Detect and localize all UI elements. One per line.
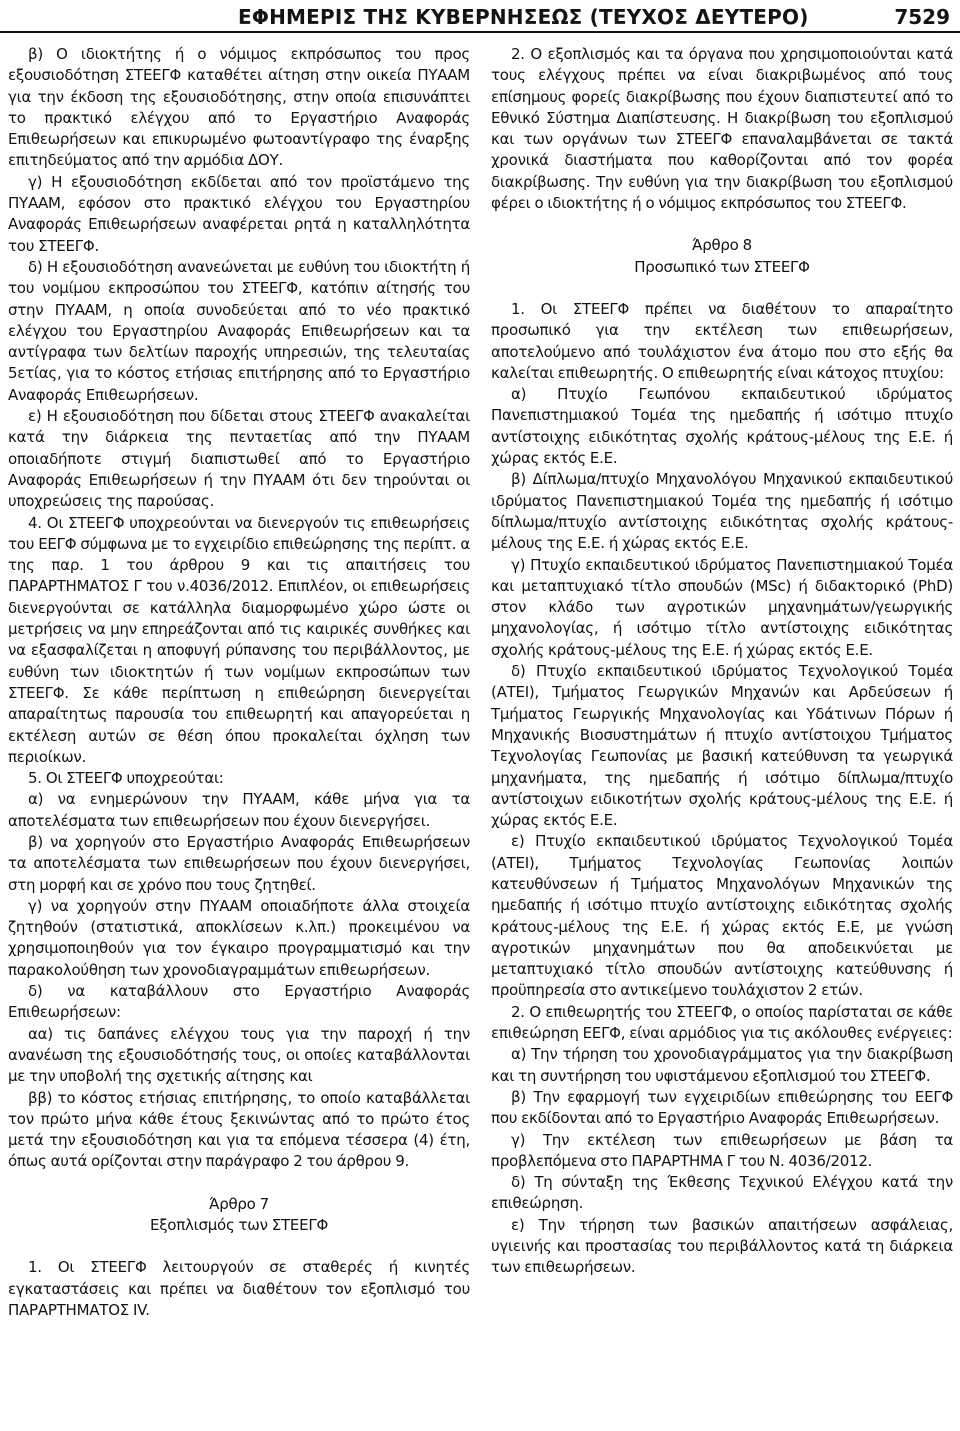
article-8-item-d: δ) Πτυχίο εκπαιδευτικού ιδρύματος Τεχνολογικού Τομέα (ΑΤΕΙ), Τμήματος Γεωργικών Μηχανών και Αρδεύσεων ή Τμήματος Γεωργικής Μηχανολογίας και Υδάτινων Πόρων ή Μηχανικής Βιοσυστημάτων ή πτυχίο αντίστοιχου Τμήματος Τεχνολογίας Γεωπονίας με βασική κατεύθυνση τα γεωργικά μηχανήματα, της ημεδαπής ή ισότιμο δίπλωμα/πτυχίο αντίστοιχων ειδικοτήτων σχολής κράτους-μέλους της Ε.Ε. ή χώρας εκτός Ε.Ε. [491, 662, 953, 830]
article-8-paragraph-1: 1. Οι ΣΤΕΕΓΦ πρέπει να διαθέτουν το απαραίτητο προσωπικό για την εκτέλεση των επιθεωρήσεων, αποτελούμενο από τουλάχιστον ένα άτομο που στο εξής θα καλείται επιθεωρητής. Ο επιθεωρητής είναι κάτοχος πτυχίου: [491, 299, 953, 382]
paragraph-b: β) Ο ιδιοκτήτης ή ο νόμιμος εκπρόσωπος του προς εξουσιοδότηση ΣΤΕΕΓΦ καταθέτει αίτηση στην οικεία ΠΥΑΑΜ για την έκδοση της εξουσιοδότησης, στην οποία επισυνάπτει το πρακτικό ελέγχου από το Εργαστήριο Αναφοράς Επιθεωρήσεων και επικυρωμένο φωτοαντίγραφο της έναρξης επιτηδεύματος από την αρμόδια ΔΟΥ. [8, 45, 470, 170]
article-7-heading: Άρθρο 7 [209, 1194, 269, 1213]
article-8-duty-d: δ) Τη σύνταξη της Έκθεσης Τεχνικού Ελέγχου κατά την επιθεώρηση. [491, 1173, 953, 1213]
article-8-item-e: ε) Πτυχίο εκπαιδευτικού ιδρύματος Τεχνολογικού Τομέα (ΑΤΕΙ), Τμήματος Τεχνολογίας Γεωπονίας λοιπών κατευθύνσεων ή Τμήματος Μηχανολόγων Μηχανικών της ημεδαπής ή ισότιμο πτυχίο αντίστοιχης ειδικότητας σχολής κράτους-μέλους της Ε.Ε. ή χώρας εκτός Ε.Ε, με γνώση αγροτικών μηχανημάτων που θα αποδεικνύεται με μεταπτυχιακό τίτλο σπουδών αντίστοιχης κατεύθυνσης ή προϋπηρεσία στο αντικείμενο τουλάχιστον 2 ετών. [491, 832, 953, 1000]
article-8-item-c: γ) Πτυχίο εκπαιδευτικού ιδρύματος Πανεπιστημιακού Τομέα και μεταπτυχιακό τίτλο σπουδών (MSc) ή διδακτορικό (PhD) στον κλάδο των αγροτικών μηχανημάτων/γεωργικής μηχανολογίας, ή ισότιμο τίτλο αντίστοιχης ειδικότητας σχολής κράτους-μέλους της Ε.Ε. ή χώρας εκτός Ε.Ε. [491, 555, 953, 659]
article-7-paragraph-1: 1. Οι ΣΤΕΕΓΦ λειτουργούν σε σταθερές ή κινητές εγκαταστάσεις και πρέπει να διαθέτουν τον εξοπλισμό του ΠΑΡΑΡΤΗΜΑΤΟΣ IV. [8, 1258, 470, 1319]
paragraph-c: γ) Η εξουσιοδότηση εκδίδεται από τον προϊστάμενο της ΠΥΑΑΜ, εφόσον στο πρακτικό ελέγχου του Εργαστηρίου Αναφοράς Επιθεωρήσεων αναφέρεται ρητά η καταλληλότητα του ΣΤΕΕΓΦ. [8, 172, 470, 255]
paragraph-5d: δ) να καταβάλλουν στο Εργαστήριο Αναφοράς Επιθεωρήσεων: [8, 982, 470, 1022]
page-header [0, 0, 960, 32]
article-8-duty-a: α) Την τήρηση του χρονοδιαγράμματος για την διακρίβωση και τη συντήρηση του υφιστάμενου εξοπλισμού του ΣΤΕΕΓΦ. [491, 1045, 953, 1085]
article-8-duty-c: γ) Την εκτέλεση των επιθεωρήσεων με βάση τα προβλεπόμενα στο ΠΑΡΑΡΤΗΜΑ Γ του Ν. 4036/2012. [491, 1130, 953, 1170]
left-column [8, 44, 470, 1321]
article-8-duty-b: β) Την εφαρμογή των εγχειριδίων επιθεώρησης του ΕΕΓΦ που εκδίδονται από το Εργαστήριο Αναφοράς Επιθεωρήσεων. [491, 1087, 953, 1128]
paragraph-5c: γ) να χορηγούν στην ΠΥΑΑΜ οποιαδήποτε άλλα στοιχεία ζητηθούν (στατιστικά, αποκλίσεων κ.λπ.) προκειμένου να χρησιμοποιηθούν για τον έγκαιρο προγραμματισμό και την παρακολούθηση των χρονοδιαγραμμάτων επιθεωρήσεων. [8, 896, 470, 979]
article-7-paragraph-2: 2. Ο εξοπλισμός και τα όργανα που χρησιμοποιούνται κατά τους ελέγχους πρέπει να είναι διακριβωμένος από τους επίσημους φορείς διακρίβωσης που έχουν διαπιστευτεί από το Εθνικό Σύστημα Διαπίστευσης. Η διακρίβωση του εξοπλισμού και των οργάνων των ΣΤΕΕΓΦ επαναλαμβάνεται σε τακτά χρονικά διαστήματα που καθορίζονται από τον φορέα διακρίβωσης. Την ευθύνη για την διακρίβωση του εξοπλισμού φέρει ο ιδιοκτήτης ή ο νόμιμος εκπρόσωπος του ΣΤΕΕΓΦ. [491, 45, 953, 213]
publication-title: ΕΦΗΜΕΡΙΣ ΤΗΣ ΚΥΒΕΡΝΗΣΕΩΣ (ΤΕΥΧΟΣ ΔΕΥΤΕΡΟ) [238, 5, 809, 29]
paragraph-5b: β) να χορηγούν στο Εργαστήριο Αναφοράς Επιθεωρήσεων τα αποτελέσματα των επιθεωρήσεων που έχουν διενεργήσει, στη μορφή και σε χρόνο που τους ζητηθεί. [8, 832, 470, 894]
article-8-duty-e: ε) Την τήρηση των βασικών απαιτήσεων ασφάλειας, υγιεινής και προστασίας του περιβάλλοντος κατά τη διάρκεια των επιθεωρήσεων. [491, 1215, 953, 1277]
paragraph-4: 4. Οι ΣΤΕΕΓΦ υποχρεούνται να διενεργούν τις επιθεωρήσεις του ΕΕΓΦ σύμφωνα με το εγχειρίδιο επιθεώρησης της περίπτ. α της παρ. 1 του άρθρου 9 και τις απαιτήσεις του ΠΑΡΑΡΤΗΜΑΤΟΣ Γ του ν.4036/2012. Επιπλέον, οι επιθεωρήσεις διενεργούνται σε κατάλληλα διαμορφωμένο χώρο ώστε οι μετρήσεις να μην επηρεάζονται από τις καιρικές συνθήκες και να εξασφαλίζεται η αποφυγή ρύπανσης του περιβάλλοντος, με ευθύνη των ιδιοκτητών ή των νομίμων εκπροσώπων των ΣΤΕΕΓΦ. Σε κάθε περίπτωση η επιθεώρηση διενεργείται απαραίτητως παρουσία του επιθεωρητή και απαγορεύεται η εκτέλεση αυτών σε θέση όπου προκαλείται όχληση των περιοίκων. [8, 513, 470, 766]
paragraph-5aa: αα) τις δαπάνες ελέγχου τους για την παροχή ή την ανανέωση της εξουσιοδότησής τους, οι οποίες καταβάλλονται με την υποβολή της σχετικής αίτησης και [8, 1024, 470, 1086]
right-column [491, 44, 953, 1279]
paragraph-5: 5. Οι ΣΤΕΕΓΦ υποχρεούται: [28, 769, 224, 788]
paragraph-5a: α) να ενημερώνουν την ΠΥΑΑΜ, κάθε μήνα για τα αποτελέσματα των επιθεωρήσεων που έχουν διενεργήσει. [8, 790, 470, 830]
page-number: 7529 [894, 5, 950, 29]
article-7-title: Εξοπλισμός των ΣΤΕΕΓΦ [149, 1216, 329, 1235]
paragraph-e: ε) Η εξουσιοδότηση που δίδεται στους ΣΤΕΕΓΦ ανακαλείται κατά την διάρκεια της πενταετίας από την ΠΥΑΑΜ οποιαδήποτε στιγμή διαπιστωθεί από το Εργαστήριο Αναφοράς Επιθεωρήσεων ή την ΠΥΑΑΜ ότι δεν τηρούνται οι υποχρεώσεις της παρούσας. [8, 407, 470, 511]
article-8-item-b: β) Δίπλωμα/πτυχίο Μηχανολόγου Μηχανικού εκπαιδευτικού ιδρύματος Πανεπιστημιακού Τομέα της ημεδαπής ή ισότιμο δίπλωμα/πτυχίο αντίστοιχης ειδικότητας σχολής κράτους-μέλους της Ε.Ε. ή χώρας εκτός Ε.Ε. [491, 470, 953, 553]
paragraph-5bb: ββ) το κόστος ετήσιας επιτήρησης, το οποίο καταβάλλεται τον πρώτο μήνα κάθε έτους ξεκινώντας από το πρώτο έτος μετά την εξουσιοδότηση και για τα επόμενα τέσσερα (4) έτη, όπως αυτά ορίζονται στην παράγραφο 2 του άρθρου 9. [8, 1088, 470, 1171]
paragraph-d: δ) Η εξουσιοδότηση ανανεώνεται με ευθύνη του ιδιοκτήτη ή του νομίμου εκπροσώπου του ΣΤΕΕΓΦ, κατόπιν αίτησής του στην ΠΥΑΑΜ, η οποία συνοδεύεται από το νέο πρακτικό ελέγχου του Εργαστηρίου Αναφοράς Επιθεωρήσεων και τα αντίγραφα των δελτίων παροχής υπηρεσιών, της τελευταίας 5ετίας, για το κόστος ετήσιας επιτήρησης από το Εργαστήριο Αναφοράς Επιθεωρήσεων. [8, 257, 470, 404]
article-8-paragraph-2: 2. Ο επιθεωρητής του ΣΤΕΕΓΦ, ο οποίος παρίσταται σε κάθε επιθεώρηση ΕΕΓΦ, είναι αρμόδιος για τις ακόλουθες ενέργειες: [491, 1002, 953, 1043]
article-8-item-a: α) Πτυχίο Γεωπόνου εκπαιδευτικού ιδρύματος Πανεπιστημιακού Τομέα της ημεδαπής ή ισότιμο πτυχίο αντίστοιχης ειδικότητας σχολής κράτους-μέλους της Ε.Ε. ή χώρας εκτός Ε.Ε. [491, 385, 953, 468]
header-divider [0, 31, 960, 33]
article-8-heading: Άρθρο 8 [692, 236, 752, 255]
article-8-title: Προσωπικό των ΣΤΕΕΓΦ [634, 257, 810, 276]
